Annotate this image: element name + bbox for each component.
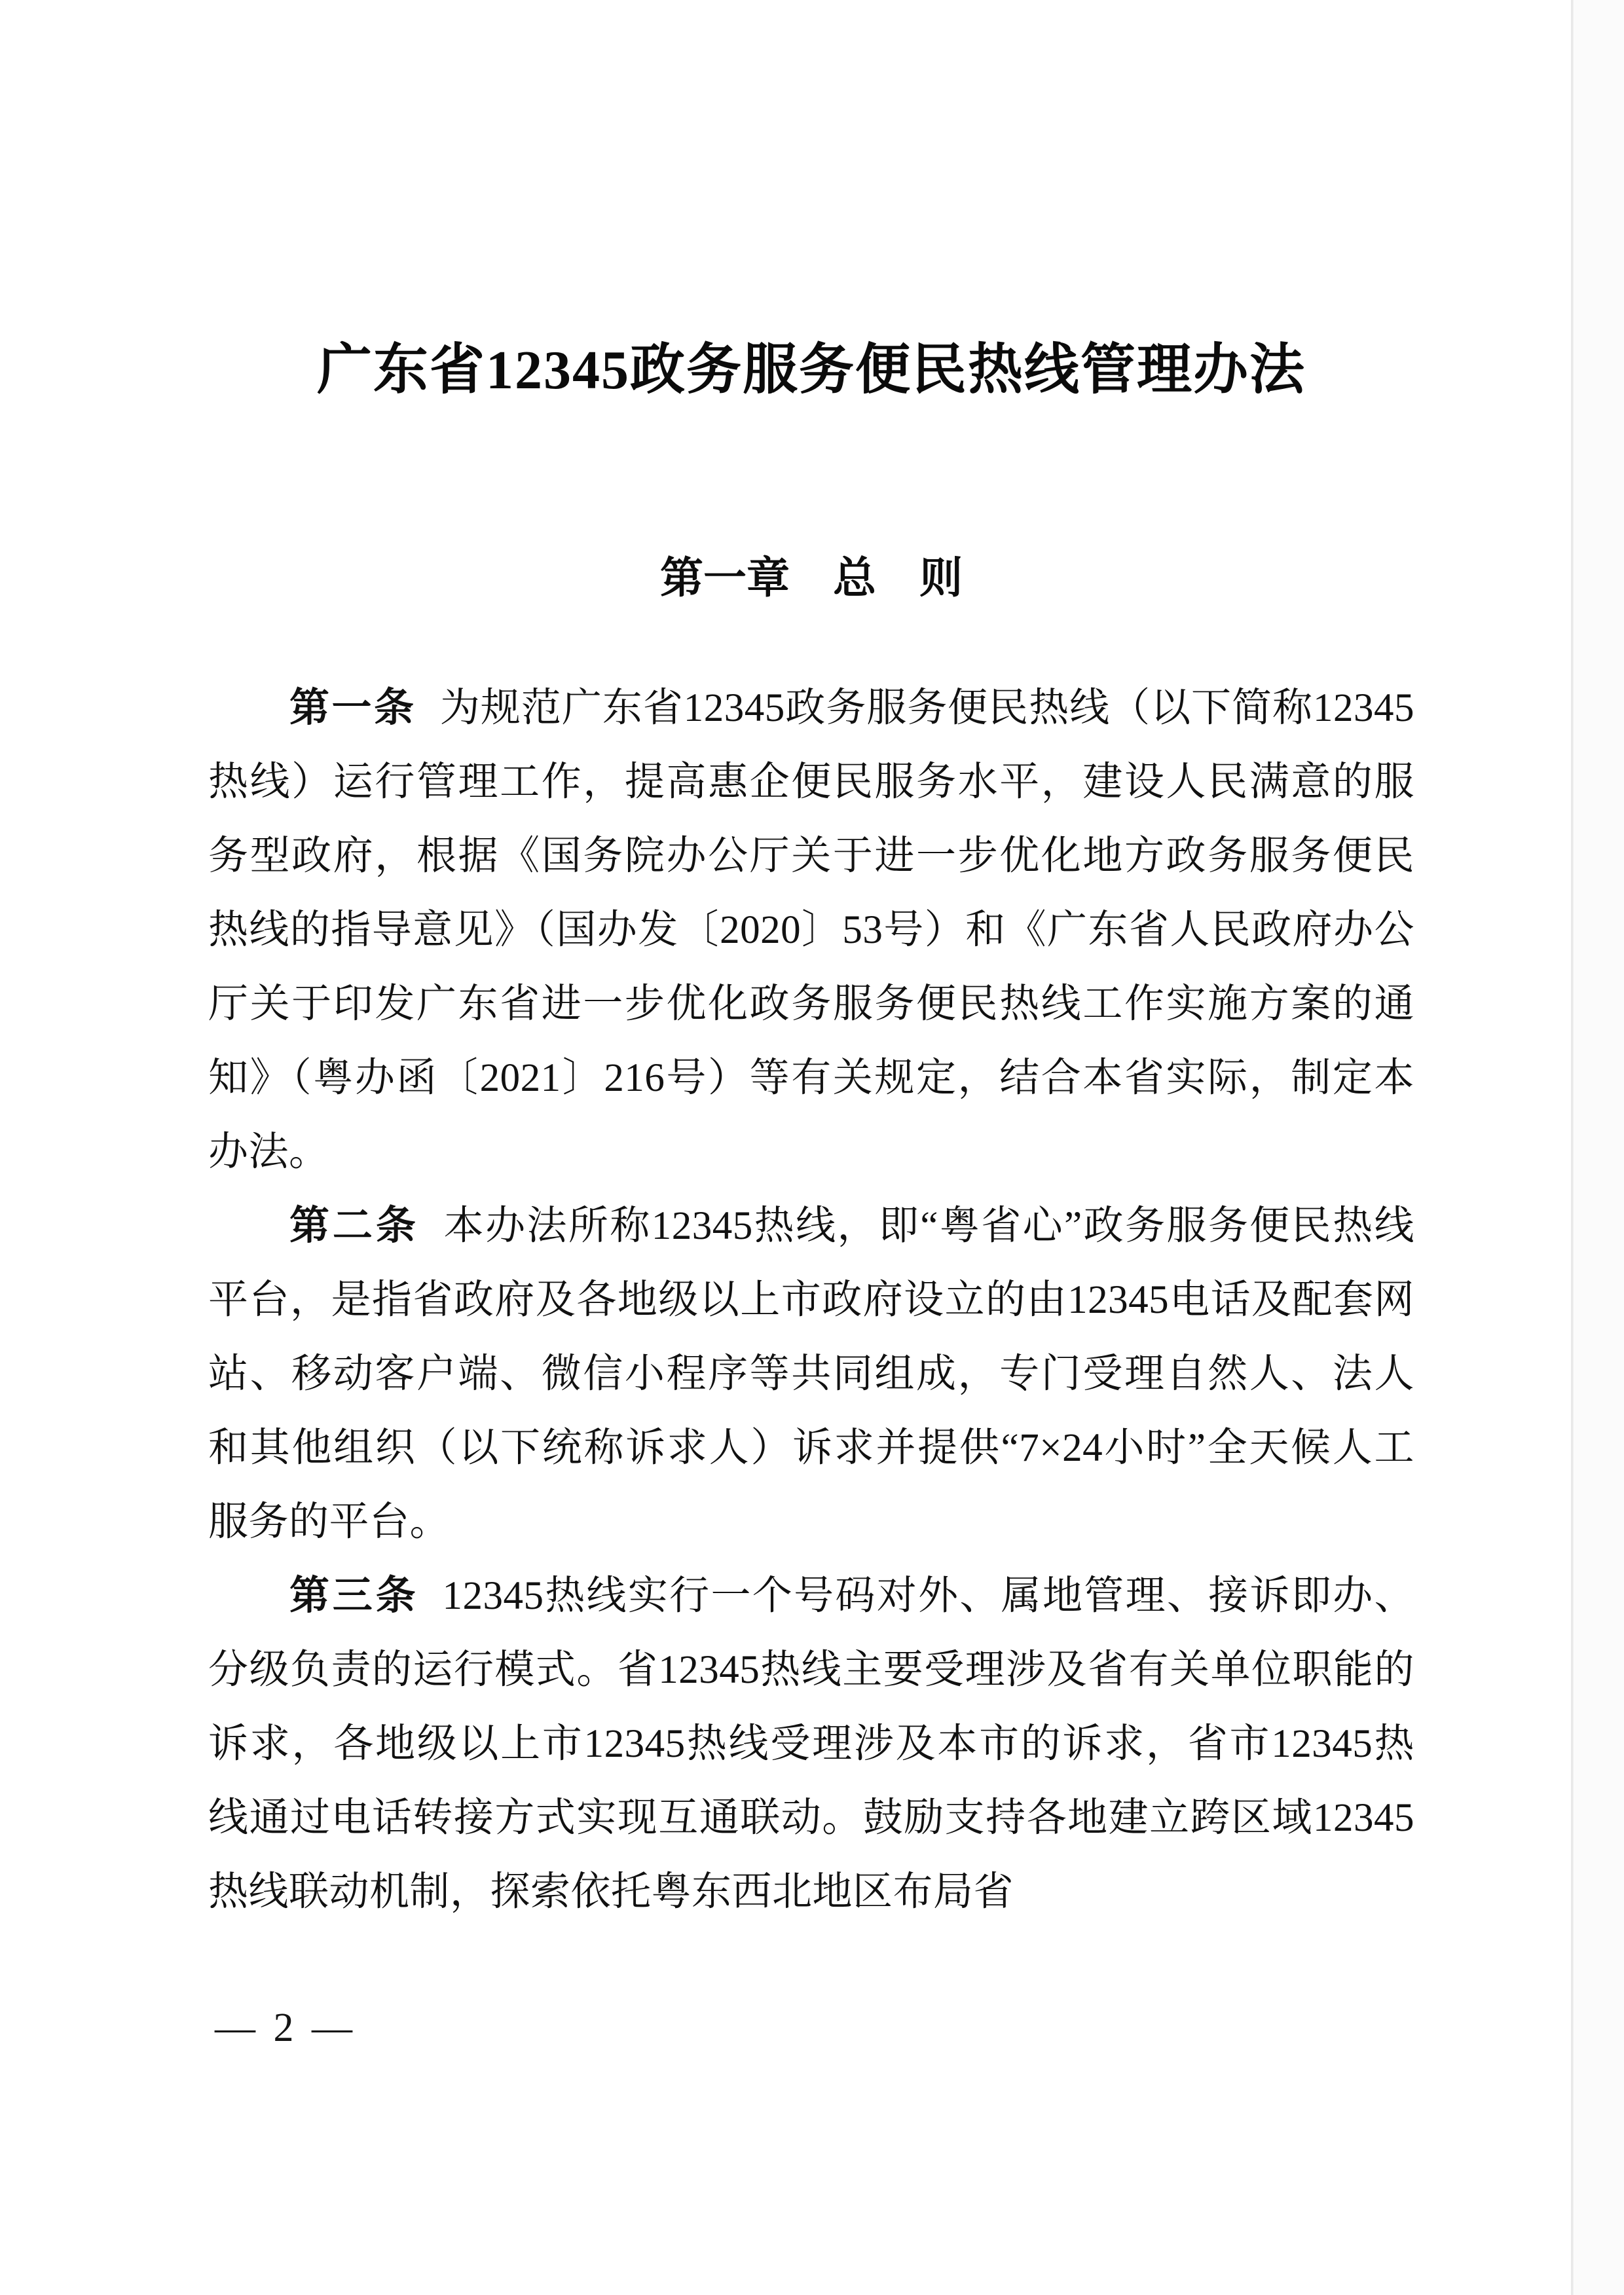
article-marker: 第一条 <box>289 686 416 730</box>
article-text: 本办法所称12345热线，即“粤省心”政务服务便民热线平台，是指省政府及各地级以上市政府设立的由12345电话及配套网站、移动客户端、微信小程序等共同组成，专门受理自然人、法人和其他组织（以下统称诉求人）诉求并提供“7×24小时”全天候人工服务的平台。 <box>208 1204 1414 1544</box>
article-list <box>208 671 1414 1929</box>
page-gutter-strip <box>1573 0 1624 2295</box>
article-marker: 第三条 <box>289 1574 419 1618</box>
article-paragraph <box>208 671 1414 1189</box>
article-paragraph <box>208 1559 1414 1929</box>
page-title: 广东省12345政务服务便民热线管理办法 <box>316 340 1306 401</box>
article-paragraph <box>208 1189 1414 1559</box>
article-marker: 第二条 <box>289 1204 419 1248</box>
chapter-heading: 第一章 总 则 <box>660 555 963 602</box>
page-number-footer: — 2 — <box>215 2006 356 2050</box>
article-text: 为规范广东省12345政务服务便民热线（以下简称12345热线）运行管理工作，提高惠企便民服务水平，建设人民满意的服务型政府，根据《国务院办公厅关于进一步优化地方政务服务便民热线的指导意见》（国办发〔2020〕53号）和《广东省人民政府办公厅关于印发广东省进一步优化政务服务便民热线工作实施方案的通知》（粤办函〔2021〕216号）等有关规定，结合本省实际，制定本办法。 <box>208 686 1414 1174</box>
article-text: 12345热线实行一个号码对外、属地管理、接诉即办、分级负责的运行模式。省12345热线主要受理涉及省有关单位职能的诉求，各地级以上市12345热线受理涉及本市的诉求，省市12345热线通过电话转接方式实现互通联动。鼓励支持各地建立跨区域12345热线联动机制，探索依托粤东西北地区布局省 <box>208 1574 1414 1914</box>
